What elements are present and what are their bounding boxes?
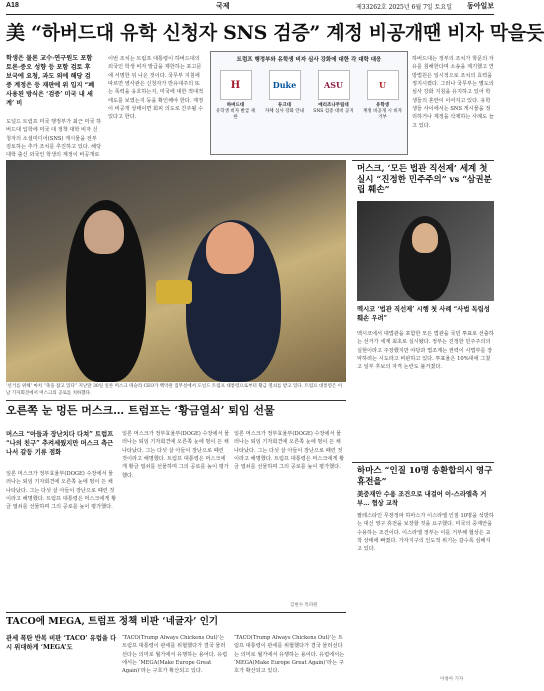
university-note: 유학생 비자 발급 제한: [215, 109, 256, 120]
story4-subhead: 美중재안 수용 조건으로 내걸어 이-스라엘측 거부… 협상 교착: [357, 491, 487, 508]
newspaper-logo: 동아일보: [466, 1, 494, 10]
main-lede: 학생은 물론 교수·연구원도 포함 토론·증오 성향 등 포함 검토 후보국에 요청, 과도 외에 해당 검증 계정은 등 재판에 위 입지 “폐 사용된 방식은 ‘검증’ 미국 내 세계’ 비: [6, 55, 95, 107]
university-item: [362, 70, 404, 120]
university-item: [215, 70, 257, 120]
university-item: [313, 70, 355, 120]
divider: [352, 462, 494, 463]
main-headline: 美 “하버드대 유학 신청자 SNS 검증” 계정 비공개땐 비자 막을듯: [6, 22, 544, 44]
page-header: [6, 0, 494, 15]
story3-headline: 오른쪽 눈 멍든 머스크… 트럼프는 ‘황금열쇠’ 퇴임 선물: [6, 404, 275, 417]
story4-headline: 하마스 “인질 10명 송환합의시 영구 휴전을”: [357, 466, 493, 487]
story5-body-col1: ‘TACO(Trump Always Chickens Out)’는 트럼프 대통령이 관세를 위협했다가 결국 물러선다는 의미로 월가에서 유행하는 용어다. 유럽에서는 ‘MEGA(Make Europe Great Again)’라는 구호가 확산되고 있다.: [122, 635, 228, 675]
graphic-title: 트럼프 행정부와 유학생 비자 심사 강화에 대한 각 대학 대응: [236, 57, 382, 63]
university-name: 듀크대: [277, 103, 292, 108]
duke-logo-icon: Duke: [269, 70, 301, 100]
story2-headline: 머스크, ‘모든 법관 직선제’ 세계 첫 실시 “진정한 민주주의” vs “삼권분립 훼손”: [357, 164, 492, 196]
story3-body-col1: 일론 머스크가 정부효율부(DOGE) 수장에서 물러나는 퇴임 기자회견에 오른쪽 눈에 멍이 든 채 나타났다. 그는 다섯 살 아들이 장난으로 때린 것이라고 해명했다. 트럼프 대통령은 머스크에게 황금 열쇠를 선물하며 그의 공로를 높이 평가했다.: [6, 471, 117, 511]
story5-headline: TACO에 MEGA, 트럼프 정책 비판 ‘네글자’ 인기: [6, 616, 219, 627]
golden-key-box: [156, 280, 192, 304]
story4-byline: 이청아 기자: [440, 677, 464, 682]
main-body-col1: 도널드 트럼프 미국 행정부가 최근 미국 하버드대 입학에 미국 대 정책 대학 비자 신청자의 소셜미디어(SNS) 게시물을 전부 검토하는 추가 조치를 추진하고 있다. 해당 대학 출신 외국인 학생의 계정이 비공개로: [6, 119, 102, 159]
university-note: SNS 검증 대비 공지: [313, 109, 354, 114]
photo-caption: ‘선거를 위해’ 마치 “축을 잡고 있다” 지난달 30일 일론 머스크 테슬라 CEO가 백악관 집무실에서 도널드 트럼프 대통령으로부터 황금 열쇠를 받고 있다. 트럼프 대통령은 이날 기자회견에서 머스크의 공로를 치하했다.: [6, 384, 343, 396]
university-note: 계정 비공개 시 비자 거부: [362, 109, 403, 120]
divider: [6, 400, 346, 401]
university-name: 애리조나주립대: [318, 103, 349, 108]
page-number: A18: [6, 2, 19, 9]
divider: [6, 612, 346, 613]
story3-body-col2: 일론 머스크가 정부효율부(DOGE) 수장에서 물러나는 퇴임 기자회견에 오른쪽 눈에 멍이 든 채 나타났다. 그는 다섯 살 아들이 장난으로 때린 것이라고 해명했다. 트럼프 대통령은 머스크에게 황금 열쇠를 선물하며 그의 공로를 높이 평가했다.: [122, 431, 230, 479]
story3-subhead: 머스크 “아들과 장난치다 다쳐” 트럼프 “나의 친구” 추켜세웠지만 머스크 측근 나서 갈등 기류 점화: [6, 431, 114, 457]
trump-musk-photo: [6, 160, 346, 382]
section-label: 국제: [216, 1, 230, 10]
crest-icon: U: [367, 70, 399, 100]
harvard-crest-icon: H: [220, 70, 252, 100]
asu-logo-icon: ASU: [318, 70, 350, 100]
story3-byline: 김현수 특파원: [290, 603, 318, 608]
story5-body-col2: ‘TACO(Trump Always Chickens Out)’는 트럼프 대통령이 관세를 위협했다가 결국 물러선다는 의미로 월가에서 유행하는 용어다. 유럽에서는 ‘MEGA(Make Europe Great Again)’라는 구호가 확산되고 있다.: [234, 635, 345, 675]
divider: [352, 160, 494, 161]
face-shape: [412, 223, 438, 253]
story2-body: 멕시코에서 대법관을 포함한 모든 법관을 국민 투표로 선출하는 선거가 세계 최초로 실시됐다. 정부는 진정한 민주주의의 실현이라고 주장했지만 야당과 법조계는 권력이 사법부를 장악하려는 시도라고 비판하고 있다. 투표율은 10%대에 그쳤고 일부 후보의 자격 논란도 불거졌다.: [357, 331, 494, 371]
story5-subhead: 관세 폭탄 반복 비판 ‘TACO’ 유럽을 다시 위대하게 ‘MEGA’도: [6, 635, 117, 652]
issue-meta: 제33262호 2025년 6월 7일 토요일: [356, 4, 452, 11]
university-name: 유학생: [375, 103, 390, 108]
university-name: 하버드대: [226, 103, 245, 108]
university-graphic: [210, 51, 408, 155]
story3-body-col3: 일론 머스크가 정부효율부(DOGE) 수장에서 물러나는 퇴임 기자회견에 오른쪽 눈에 멍이 든 채 나타났다. 그는 다섯 살 아들이 장난으로 때린 것이라고 해명했다. 트럼프 대통령은 머스크에게 황금 열쇠를 선물하며 그의 공로를 높이 평가했다.: [234, 431, 345, 471]
university-item: [264, 70, 306, 120]
story2-subhead: 멕시코 ‘법관 직선제’ 시행 첫 사례 “사법 독립성 훼손 우려”: [357, 306, 490, 323]
musk-face: [84, 210, 124, 254]
main-body-col2: 이번 조치는 트럼프 대통령이 하버드대의 외국인 학생 비자 발급을 제한하는 포고문에 서명한 뒤 나온 것이다. 국무부 지침에 따르면 영사관은 신청자가 반유대주의 또는 폭력을 옹호하는지, 미국에 대한 적대적 태도를 보였는지 등을 확인해야 한다. 계정이 비공개 상태이면 회피 의도로 간주될 수 있다고 한다.: [108, 56, 204, 121]
trump-face: [206, 222, 254, 274]
story4-body: 팔레스타인 무장정파 하마스가 이스라엘 인질 10명을 석방하는 대신 영구 휴전을 보장할 것을 요구했다. 미국의 중재안을 수용하는 조건이다. 이스라엘 정부는 이를 거부해 협상은 교착 상태에 빠졌다. 가자지구의 인도적 위기는 갈수록 심해지고 있다.: [357, 513, 494, 553]
musk-photo: [357, 201, 494, 301]
university-note: 자체 심사 강화 안내: [264, 109, 305, 114]
main-body-col4: 하버드대는 정부의 조치가 학문의 자유를 침해한다며 소송을 제기했고 연방법원은 일시적으로 조치의 효력을 정지시켰다. 그러나 국무부는 별도의 심사 강화 지침을 유지하고 있어 학생들의 혼란이 이어지고 있다. 유학생들 사이에서는 SNS 게시물을 정리하거나 계정을 삭제하는 사례도 늘고 있다.: [412, 56, 494, 129]
